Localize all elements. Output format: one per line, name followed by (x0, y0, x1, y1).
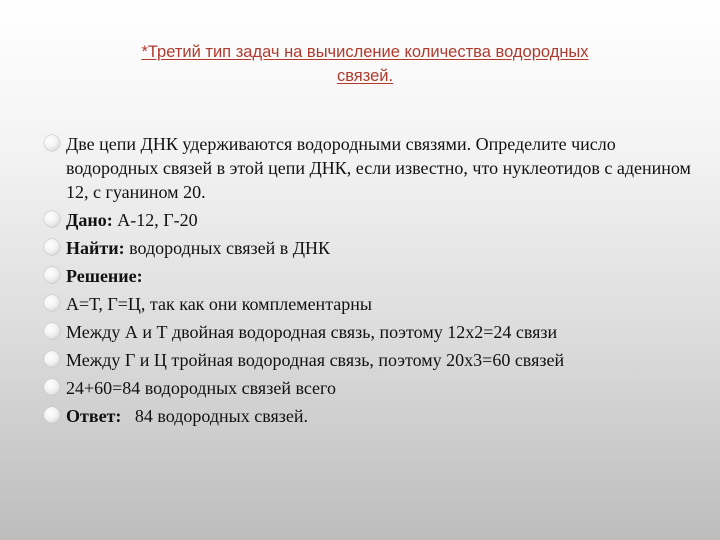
bullet-item (44, 208, 694, 232)
bullet-dot-icon (44, 239, 60, 255)
bullet-dot-icon (44, 407, 60, 423)
bullet-dot-icon (44, 211, 60, 227)
bullet-item (44, 292, 694, 316)
find-text: водородных связей в ДНК (124, 238, 331, 258)
bullet-dot-icon (44, 267, 60, 283)
bullet-list (44, 132, 694, 432)
given-text: А-12, Г-20 (112, 210, 198, 230)
title-line-1: *Третий тип задач на вычисление количества водородных (141, 43, 589, 61)
bullet-item (44, 132, 694, 204)
bullet-text: Две цепи ДНК удерживаются водородными связями. Определите число водородных связей в этой цепи ДНК, если известно, что нуклеотидов с аденином 12, с гуанином 20. (66, 134, 691, 202)
bullet-item (44, 348, 694, 372)
given-label: Дано: (66, 210, 113, 230)
bullet-item (44, 376, 694, 400)
bullet-dot-icon (44, 351, 60, 367)
find-label: Найти: (66, 238, 125, 258)
solution-label: Решение: (66, 266, 143, 286)
bullet-dot-icon (44, 379, 60, 395)
title-line-2: связей. (336, 67, 394, 85)
bullet-text: 24+60=84 водородных связей всего (66, 378, 336, 398)
bullet-dot-icon (44, 295, 60, 311)
bullet-text: Между А и Т двойная водородная связь, поэтому 12х2=24 связи (66, 322, 558, 342)
answer-label: Ответ: (66, 406, 122, 426)
bullet-text: Между Г и Ц тройная водородная связь, поэтому 20х3=60 связей (66, 350, 565, 370)
answer-text: 84 водородных связей. (121, 406, 309, 426)
bullet-dot-icon (44, 135, 60, 151)
bullet-item (44, 404, 694, 428)
bullet-item (44, 236, 694, 260)
bullet-dot-icon (44, 323, 60, 339)
bullet-item (44, 264, 694, 288)
bullet-item (44, 320, 694, 344)
slide-title (60, 40, 670, 88)
bullet-text: А=Т, Г=Ц, так как они комплементарны (66, 294, 372, 314)
